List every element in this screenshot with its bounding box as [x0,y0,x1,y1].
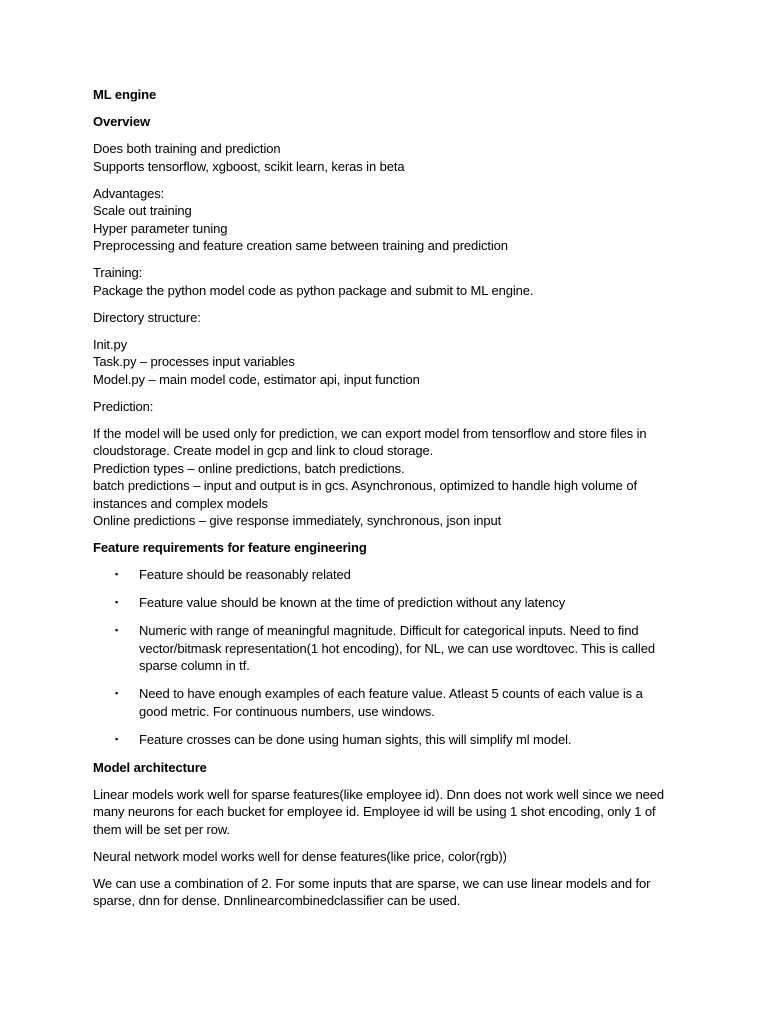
advantages-label: Advantages: [93,185,165,201]
text-line: Feature crosses can be done using human sights, this will simplify ml model. [139,731,572,747]
bullet-icon: ▪ [115,597,119,607]
list-item [93,731,693,749]
text-line: instances and complex models [93,495,268,511]
text-line: Does both training and prediction [93,141,281,156]
model-architecture-heading: Model architecture [93,759,207,775]
text-line: good metric. For continuous numbers, use windows. [139,703,435,719]
training-paragraph [93,264,693,299]
text-line: If the model will be used only for prediction, we can export model from tensorflow and store files in [93,425,647,441]
list-item [93,566,693,584]
document-title: ML engine [93,87,157,102]
text-line: batch predictions – input and output is in gcs. Asynchronous, optimized to handle high volume of [93,478,637,493]
directory-label: Directory structure: [93,309,201,325]
text-line: Feature should be reasonably related [139,567,351,582]
file-entry: Model.py – main model code, estimator api, input function [93,371,420,387]
text-line: Feature value should be known at the time of prediction without any latency [139,595,566,610]
text-line: Neural network model works well for dense features(like price, color(rgb)) [93,848,507,864]
file-entry: Task.py – processes input variables [93,354,295,369]
directory-files [93,336,693,389]
model-architecture-paragraph [93,875,693,910]
bullet-icon: ▪ [115,625,119,635]
list-item [93,685,693,720]
text-line: We can use a combination of 2. For some inputs that are sparse, we can use linear models and for [93,875,651,891]
overview-heading: Overview [93,114,151,129]
bullet-icon: ▪ [115,688,119,698]
text-line: sparse, dnn for dense. Dnnlinearcombinedclassifier can be used. [93,893,461,908]
overview-paragraph [93,140,693,175]
feature-requirements-list [93,566,693,748]
text-line: cloudstorage. Create model in gcp and link to cloud storage. [93,443,434,458]
list-item [93,622,693,675]
feature-requirements-heading: Feature requirements for feature engineering [93,540,367,555]
model-architecture-paragraph [93,848,693,866]
prediction-paragraph [93,425,693,530]
text-line: vector/bitmask representation(1 hot encoding), for NL, we can use wordtovec. This is called [139,640,655,656]
bullet-icon: ▪ [115,569,119,579]
text-line: Hyper parameter tuning [93,220,228,236]
document-page [93,86,693,919]
text-line: many neurons for each bucket for employee id. Employee id will be using 1 shot encoding, only 1 of [93,804,656,819]
text-line: sparse column in tf. [139,658,250,673]
text-line: Linear models work well for sparse features(like employee id). Dnn does not work well since we need [93,786,665,802]
file-entry: Init.py [93,336,127,352]
advantages-paragraph [93,185,693,255]
text-line: Online predictions – give response immediately, synchronous, json input [93,513,502,528]
text-line: Numeric with range of meaningful magnitude. Difficult for categorical inputs. Need to find [139,623,639,638]
model-architecture-paragraph [93,786,693,839]
bullet-icon: ▪ [115,733,119,744]
training-label: Training: [93,265,143,280]
prediction-label: Prediction: [93,398,154,414]
text-line: them will be set per row. [93,821,230,837]
text-line: Package the python model code as python package and submit to ML engine. [93,282,534,298]
text-line: Prediction types – online predictions, batch predictions. [93,460,405,476]
text-line: Need to have enough examples of each feature value. Atleast 5 counts of each value is a [139,686,643,701]
text-line: Preprocessing and feature creation same between training and prediction [93,238,508,253]
text-line: Scale out training [93,203,192,218]
list-item [93,594,693,612]
text-line: Supports tensorflow, xgboost, scikit learn, keras in beta [93,158,405,174]
